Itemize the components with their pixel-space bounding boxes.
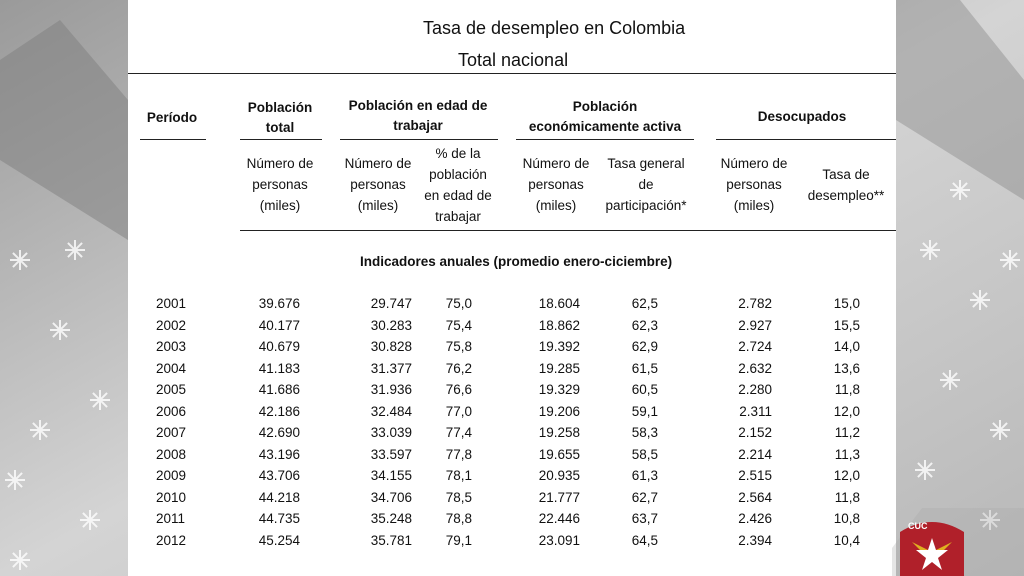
cell-periodo: 2011 (156, 511, 186, 526)
cell-pet-numero: 35.781 (370, 532, 412, 548)
cell-poblacion-total: 43.706 (258, 468, 300, 483)
cell-poblacion-total: 44.735 (258, 511, 300, 526)
cell-pea-tasa: 64,5 (631, 532, 658, 548)
table-title: Tasa de desempleo en Colombia (423, 18, 686, 38)
cell-desocupados-numero: 2.214 (738, 446, 772, 462)
cell-periodo: 2012 (156, 532, 187, 548)
cell-pea-numero: 21.777 (538, 489, 580, 505)
rule-poblacion-total (240, 139, 322, 140)
cell-pea-numero: 18.604 (538, 296, 580, 311)
cell-pea-numero: 20.935 (538, 468, 580, 483)
header-poblacion-total: Población total (247, 100, 313, 135)
rule-pet (340, 139, 498, 140)
cell-pea-numero: 19.329 (538, 382, 580, 397)
cell-pet-porcentaje: 75,4 (445, 317, 472, 333)
cell-poblacion-total: 44.218 (258, 489, 300, 505)
cell-pet-porcentaje: 75,8 (445, 339, 472, 354)
section-label: Indicadores anuales (promedio enero-ciciembre) (360, 254, 673, 269)
cell-desocupados-numero: 2.311 (739, 403, 772, 419)
cell-pet-numero: 35.248 (370, 511, 412, 526)
cell-desocupados-numero: 2.280 (738, 382, 772, 397)
rule-desocupados (716, 139, 896, 140)
cell-pea-tasa: 59,1 (631, 403, 658, 419)
cell-desocupados-tasa: 14,0 (833, 339, 860, 354)
rule-periodo (140, 139, 206, 140)
rule-pea (516, 139, 694, 140)
top-rule (128, 73, 896, 74)
cell-pet-porcentaje: 78,5 (445, 489, 472, 505)
cell-desocupados-tasa: 12,0 (833, 468, 860, 483)
subheader-pea-numero: Número de personas (miles) (522, 156, 590, 213)
cell-pet-numero: 32.484 (370, 403, 412, 419)
cell-desocupados-numero: 2.782 (738, 296, 772, 311)
cell-poblacion-total: 42.690 (258, 425, 300, 440)
cell-pet-porcentaje: 76,6 (445, 382, 472, 397)
cell-pea-tasa: 58,3 (631, 425, 658, 440)
cell-periodo: 2006 (156, 403, 187, 419)
cell-desocupados-tasa: 13,6 (833, 360, 860, 376)
cell-pet-porcentaje: 77,4 (445, 425, 472, 440)
cell-pea-numero: 19.258 (538, 425, 580, 440)
cell-periodo: 2009 (156, 468, 187, 483)
cell-periodo: 2002 (156, 317, 187, 333)
cuc-logo (892, 508, 1024, 576)
cell-desocupados-tasa: 11,8 (834, 382, 860, 397)
cell-desocupados-numero: 2.152 (738, 425, 772, 440)
header-poblacion-activa: Población económicamente activa (528, 99, 682, 134)
cell-pet-porcentaje: 75,0 (445, 296, 472, 311)
subheader-desocupados-tasa: Tasa de desempleo** (807, 167, 885, 203)
cell-poblacion-total: 40.177 (258, 317, 300, 333)
subheader-poblacion-numero: Número de personas (miles) (246, 156, 314, 213)
cell-pet-numero: 31.936 (370, 382, 412, 397)
cell-poblacion-total: 45.254 (258, 532, 300, 548)
cell-desocupados-numero: 2.426 (738, 511, 772, 526)
cell-periodo: 2008 (156, 446, 187, 462)
cell-desocupados-tasa: 12,0 (833, 403, 860, 419)
subheader-pea-tasa: Tasa general de participación* (605, 156, 687, 213)
cell-pet-numero: 34.706 (370, 489, 412, 505)
cell-pea-numero: 18.862 (538, 317, 580, 333)
cell-poblacion-total: 42.186 (258, 403, 300, 419)
cell-pet-porcentaje: 76,2 (445, 360, 472, 376)
cell-desocupados-tasa: 10,8 (833, 511, 860, 526)
cell-pet-porcentaje: 78,8 (445, 511, 472, 526)
cell-pea-tasa: 61,5 (631, 360, 658, 376)
cell-pet-porcentaje: 78,1 (445, 468, 472, 483)
cell-desocupados-tasa: 10,4 (833, 532, 860, 548)
cell-desocupados-tasa: 15,0 (833, 296, 860, 311)
cell-desocupados-tasa: 11,8 (834, 489, 860, 505)
header-poblacion-edad-trabajar: Población en edad de trabajar (348, 98, 488, 133)
cell-pea-numero: 22.446 (538, 511, 580, 526)
cell-periodo: 2001 (156, 296, 187, 311)
cell-pea-tasa: 58,5 (631, 446, 658, 462)
header-periodo: Período (146, 110, 198, 125)
cell-periodo: 2005 (156, 382, 187, 397)
cell-desocupados-numero: 2.724 (738, 339, 772, 354)
cell-pet-porcentaje: 77,0 (445, 403, 472, 419)
cell-poblacion-total: 39.676 (258, 296, 300, 311)
cell-pet-numero: 34.155 (370, 468, 412, 483)
cell-periodo: 2007 (156, 425, 187, 440)
cell-pea-tasa: 62,5 (631, 296, 658, 311)
cell-periodo: 2003 (156, 339, 187, 354)
table-subtitle: Total nacional (458, 50, 569, 70)
cell-pet-numero: 31.377 (370, 360, 412, 376)
cell-periodo: 2004 (156, 360, 187, 376)
cell-desocupados-numero: 2.632 (738, 360, 772, 376)
subheader-desocupados-numero: Número de personas (miles) (720, 156, 788, 213)
cell-desocupados-tasa: 11,3 (834, 446, 860, 462)
cell-pea-numero: 19.655 (538, 446, 580, 462)
subheader-pet-numero: Número de personas (miles) (344, 156, 412, 213)
cell-pet-numero: 33.597 (370, 446, 412, 462)
cell-pet-numero: 29.747 (370, 296, 412, 311)
cell-desocupados-tasa: 11,2 (834, 425, 860, 440)
cell-pea-numero: 23.091 (538, 532, 580, 548)
cell-pea-tasa: 62,3 (631, 317, 658, 333)
cell-periodo: 2010 (156, 489, 187, 505)
cell-desocupados-numero: 2.515 (738, 468, 772, 483)
subheader-pet-porcentaje: % de la población en edad de trabajar (424, 146, 492, 224)
cell-pea-tasa: 62,9 (631, 339, 658, 354)
cell-pea-tasa: 63,7 (631, 511, 658, 526)
cell-pea-tasa: 62,7 (631, 489, 658, 505)
cell-desocupados-numero: 2.927 (738, 317, 772, 333)
subheader-rule (240, 230, 896, 231)
cell-pet-numero: 33.039 (370, 425, 412, 440)
cell-poblacion-total: 43.196 (258, 446, 300, 462)
cell-poblacion-total: 40.679 (258, 339, 300, 354)
cell-pea-numero: 19.206 (538, 403, 580, 419)
cell-pea-numero: 19.285 (538, 360, 580, 376)
cell-pea-tasa: 60,5 (631, 382, 658, 397)
cell-pet-porcentaje: 77,8 (445, 446, 472, 462)
cell-desocupados-tasa: 15,5 (833, 317, 860, 333)
cell-pea-tasa: 61,3 (631, 468, 658, 483)
cell-desocupados-numero: 2.394 (738, 532, 772, 548)
cell-pea-numero: 19.392 (538, 339, 580, 354)
cell-pet-numero: 30.828 (370, 339, 412, 354)
logo-text: CUC (908, 521, 928, 531)
cell-pet-numero: 30.283 (370, 317, 412, 333)
cell-desocupados-numero: 2.564 (738, 489, 772, 505)
cell-poblacion-total: 41.686 (258, 382, 300, 397)
cell-pet-porcentaje: 79,1 (445, 532, 472, 548)
header-desocupados: Desocupados (757, 109, 847, 124)
cell-poblacion-total: 41.183 (258, 360, 300, 376)
